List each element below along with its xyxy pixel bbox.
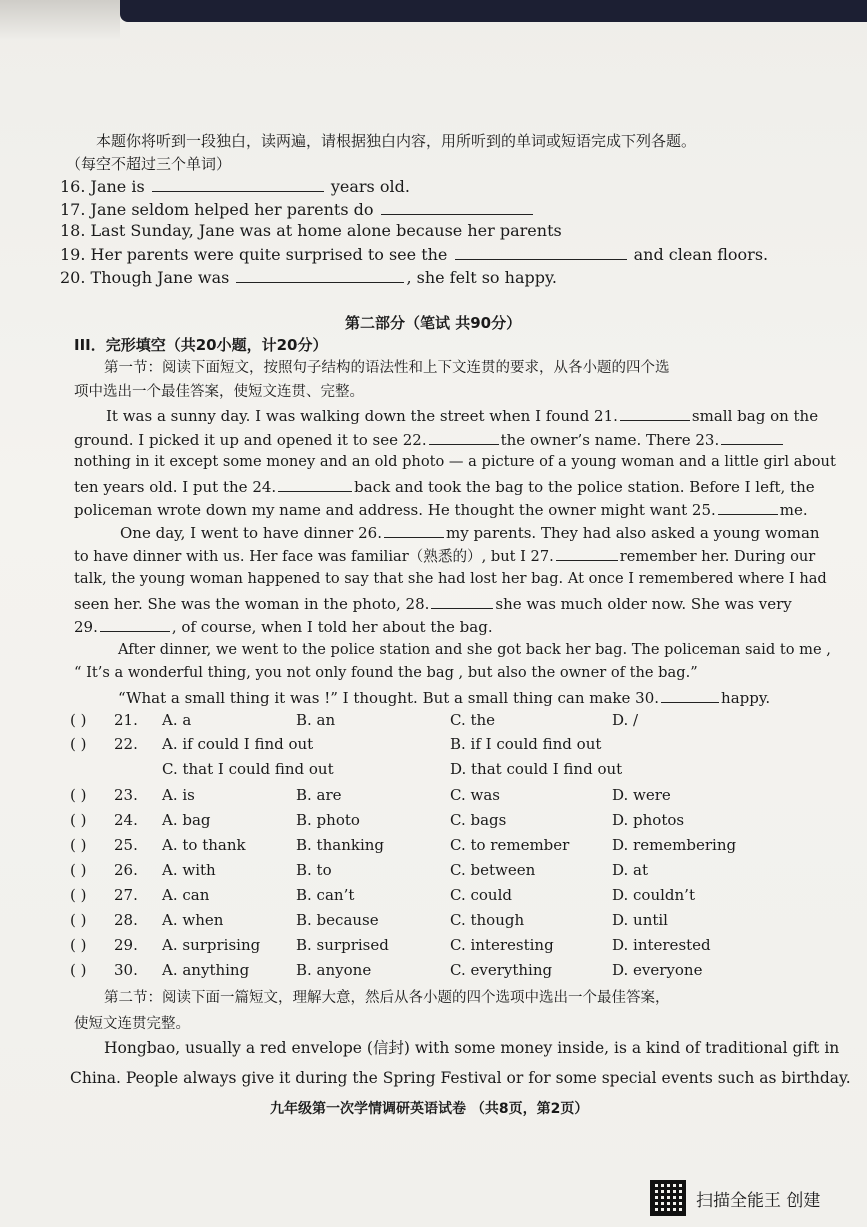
- blank-27[interactable]: [556, 544, 618, 561]
- option-c[interactable]: D. that could I find out: [450, 760, 623, 778]
- page-shadow: [0, 0, 120, 40]
- option-c[interactable]: C. was: [450, 786, 500, 804]
- passage-line: policeman wrote down my name and address. He thought the owner might want 25. me.: [74, 498, 808, 521]
- option-c[interactable]: C. bags: [450, 811, 507, 829]
- answer-blank-20[interactable]: [236, 266, 404, 283]
- option-a[interactable]: A. if could I find out: [162, 735, 314, 753]
- question-number: 28.: [114, 911, 138, 929]
- blank-24[interactable]: [278, 475, 352, 492]
- scanner-edge: [120, 0, 867, 22]
- option-a[interactable]: C. that I could find out: [162, 760, 334, 778]
- page-footer: 九年级第一次学情调研英语试卷 （共8页，第2页）: [270, 1101, 589, 1117]
- answer-paren[interactable]: ( ): [70, 811, 87, 829]
- question-number: 29.: [114, 936, 138, 954]
- option-d[interactable]: D. remembering: [612, 836, 737, 854]
- answer-paren[interactable]: ( ): [70, 735, 87, 753]
- answer-paren[interactable]: ( ): [70, 936, 87, 954]
- reading-text: China. People always give it during the Spring Festival or for some special events such as birthday.: [70, 1069, 851, 1087]
- scanner-watermark: [650, 1180, 850, 1214]
- option-d[interactable]: D. couldn’t: [612, 886, 695, 904]
- blank-23[interactable]: [721, 428, 783, 445]
- option-b[interactable]: B. anyone: [296, 961, 372, 979]
- option-b[interactable]: B. to: [296, 861, 332, 879]
- option-d[interactable]: D. photos: [612, 811, 685, 829]
- passage-line: ground. I picked it up and opened it to see 22. the owner’s name. There 23.: [74, 428, 785, 451]
- answer-blank-19[interactable]: [455, 243, 627, 260]
- option-a[interactable]: A. is: [162, 786, 195, 804]
- option-d[interactable]: D. interested: [612, 936, 711, 954]
- option-a[interactable]: A. bag: [162, 811, 211, 829]
- question-number: 30.: [114, 961, 138, 979]
- blank-28[interactable]: [431, 592, 493, 609]
- option-d[interactable]: D. were: [612, 786, 671, 804]
- answer-paren[interactable]: ( ): [70, 911, 87, 929]
- option-b[interactable]: B. an: [296, 711, 336, 729]
- reading-text: Hongbao, usually a red envelope (信封) with some money inside, is a kind of traditional gift in: [104, 1039, 840, 1057]
- passage-line: seen her. She was the woman in the photo, 28. she was much older now. She was very: [74, 592, 792, 615]
- option-c[interactable]: C. could: [450, 886, 512, 904]
- option-a[interactable]: A. can: [162, 886, 210, 904]
- option-c[interactable]: C. the: [450, 711, 496, 729]
- option-a[interactable]: A. a: [162, 711, 192, 729]
- passage-line: It was a sunny day. I was walking down the street when I found 21. small bag on the: [106, 404, 818, 427]
- qr-code-icon: [650, 1180, 686, 1216]
- section1-instruction: 第一节：阅读下面短文，按照句子结构的语法性和上下文连贯的要求，从各小题的四个选: [104, 360, 670, 376]
- blank-26[interactable]: [384, 521, 444, 538]
- option-b[interactable]: B. are: [296, 786, 342, 804]
- option-c[interactable]: C. to remember: [450, 836, 570, 854]
- option-c[interactable]: C. interesting: [450, 936, 554, 954]
- answer-paren[interactable]: ( ): [70, 886, 87, 904]
- answer-paren[interactable]: ( ): [70, 711, 87, 729]
- section2-instruction-2: 使短文连贯完整。: [74, 1016, 190, 1032]
- question-18: 18. Last Sunday, Jane was at home alone because her parents: [60, 221, 562, 240]
- passage-line: talk, the young woman happened to say that she had lost her bag. At once I remembered where I had: [74, 570, 827, 587]
- answer-blank-17[interactable]: [381, 198, 533, 215]
- option-b[interactable]: B. because: [296, 911, 379, 929]
- option-c[interactable]: C. between: [450, 861, 536, 879]
- question-number: 24.: [114, 811, 138, 829]
- blank-29[interactable]: [100, 615, 170, 632]
- passage-line: After dinner, we went to the police station and she got back her bag. The policeman said to me ,: [118, 641, 831, 658]
- passage-line: nothing in it except some money and an old photo — a picture of a young woman and a little girl about: [74, 453, 836, 470]
- option-a[interactable]: A. to thank: [162, 836, 246, 854]
- answer-paren[interactable]: ( ): [70, 836, 87, 854]
- question-number: 21.: [114, 711, 138, 729]
- question-number: 22.: [114, 735, 138, 753]
- option-b[interactable]: B. thanking: [296, 836, 385, 854]
- listening-instruction-2: （每空不超过三个单词）: [66, 155, 232, 173]
- option-d[interactable]: D. until: [612, 911, 668, 929]
- option-a[interactable]: A. anything: [162, 961, 250, 979]
- option-c[interactable]: C. though: [450, 911, 525, 929]
- question-20: 20. Though Jane was , she felt so happy.: [60, 268, 557, 287]
- option-a[interactable]: A. with: [162, 861, 216, 879]
- answer-paren[interactable]: ( ): [70, 861, 87, 879]
- question-19: 19. Her parents were quite surprised to see the and clean floors.: [60, 245, 769, 264]
- option-c[interactable]: C. everything: [450, 961, 553, 979]
- passage-line: One day, I went to have dinner 26. my parents. They had also asked a young woman: [120, 521, 820, 544]
- answer-blank-16[interactable]: [152, 175, 324, 192]
- question-number: 25.: [114, 836, 138, 854]
- option-b[interactable]: B. surprised: [296, 936, 389, 954]
- passage-line: “What a small thing it was !” I thought. But a small thing can make 30. happy.: [118, 686, 770, 709]
- question-number: 26.: [114, 861, 138, 879]
- passage-line: 29. , of course, when I told her about the bag.: [74, 615, 493, 638]
- option-d[interactable]: D. /: [612, 711, 639, 729]
- section3-title: III．完形填空（共20小题，计20分）: [74, 336, 328, 354]
- option-d[interactable]: D. at: [612, 861, 648, 879]
- section2-instruction: 第二节：阅读下面一篇短文，理解大意，然后从各小题的四个选项中选出一个最佳答案，: [104, 990, 670, 1006]
- question-number: 27.: [114, 886, 138, 904]
- question-number: 23.: [114, 786, 138, 804]
- watermark-text: 扫描全能王 创建: [696, 1191, 821, 1211]
- blank-22[interactable]: [429, 428, 499, 445]
- blank-30[interactable]: [661, 686, 719, 703]
- blank-25[interactable]: [718, 498, 778, 515]
- option-b[interactable]: B. can’t: [296, 886, 355, 904]
- option-c[interactable]: B. if I could find out: [450, 735, 602, 753]
- answer-paren[interactable]: ( ): [70, 786, 87, 804]
- part2-title: 第二部分（笔试 共90分）: [345, 314, 522, 332]
- passage-line: to have dinner with us. Her face was familiar（熟悉的）, but I 27. remember her. During our: [74, 544, 815, 568]
- option-d[interactable]: D. everyone: [612, 961, 703, 979]
- question-16: 16. Jane is years old.: [60, 177, 410, 196]
- option-b[interactable]: B. photo: [296, 811, 360, 829]
- question-17: 17. Jane seldom helped her parents do: [60, 198, 535, 221]
- option-a[interactable]: A. when: [162, 911, 224, 929]
- passage-line: “ It’s a wonderful thing, you not only found the bag , but also the owner of the bag.”: [74, 664, 698, 681]
- blank-21[interactable]: [620, 404, 690, 421]
- option-a[interactable]: A. surprising: [162, 936, 261, 954]
- passage-line: ten years old. I put the 24. back and took the bag to the police station. Before I left, the: [74, 475, 815, 498]
- section1-instruction-2: 项中选出一个最佳答案，使短文连贯、完整。: [74, 384, 364, 400]
- answer-paren[interactable]: ( ): [70, 961, 87, 979]
- listening-instruction: 本题你将听到一段独白，读两遍，请根据独白内容，用所听到的单词或短语完成下列各题。: [96, 132, 697, 150]
